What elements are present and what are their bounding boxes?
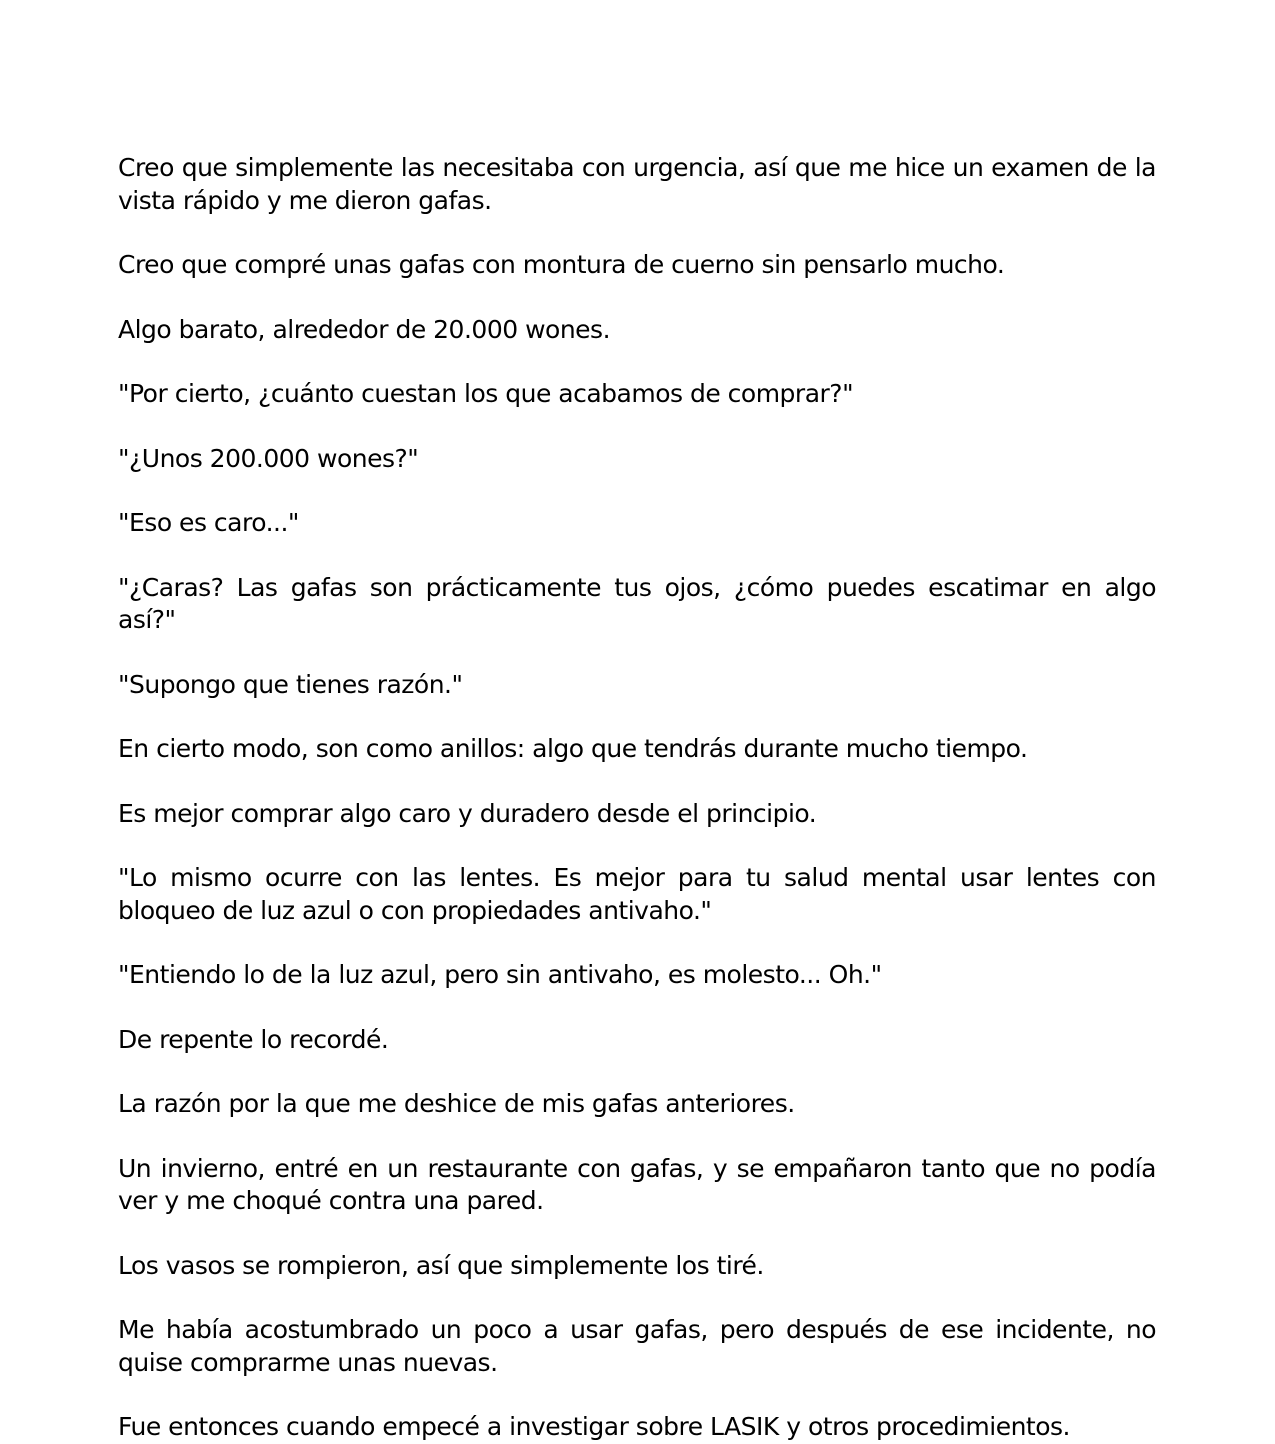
paragraph-9: En cierto modo, son como anillos: algo que tendrás durante mucho tiempo. (118, 734, 1028, 763)
paragraph-14: La razón por la que me deshice de mis gafas anteriores. (118, 1089, 795, 1118)
paragraph-8: "Supongo que tienes razón." (118, 669, 463, 699)
paragraph-2: Creo que compré unas gafas con montura de cuerno sin pensarlo mucho. (118, 250, 1005, 279)
document-page (118, 152, 1156, 1444)
paragraph-16: Los vasos se rompieron, así que simplemente los tiré. (118, 1250, 764, 1280)
paragraph-5: "¿Unos 200.000 wones?" (118, 443, 419, 473)
paragraph-4: "Por cierto, ¿cuánto cuestan los que acabamos de comprar?" (118, 379, 854, 408)
paragraph-13: De repente lo recordé. (118, 1024, 389, 1054)
paragraph-1: Creo que simplemente las necesitaba con urgencia, así que me hice un examen de la vista rápido y me dieron gafas. (118, 153, 1156, 215)
paragraph-11: "Lo mismo ocurre con las lentes. Es mejor para tu salud mental usar lentes con bloqueo de luz azul o con propiedades antivaho." (118, 863, 1156, 925)
paragraph-12: "Entiendo lo de la luz azul, pero sin antivaho, es molesto... Oh." (118, 960, 882, 989)
paragraph-6: "Eso es caro..." (118, 508, 299, 537)
paragraph-18: Fue entonces cuando empecé a investigar sobre LASIK y otros procedimientos. (118, 1412, 1070, 1441)
paragraph-7: "¿Caras? Las gafas son prácticamente tus ojos, ¿cómo puedes escatimar en algo así?" (118, 572, 1156, 634)
paragraph-10: Es mejor comprar algo caro y duradero desde el principio. (118, 798, 817, 828)
paragraph-15: Un invierno, entré en un restaurante con gafas, y se empañaron tanto que no podía ver y me choqué contra una pared. (118, 1153, 1156, 1215)
paragraph-3: Algo barato, alrededor de 20.000 wones. (118, 314, 611, 344)
paragraph-17: Me había acostumbrado un poco a usar gafas, pero después de ese incidente, no quise comprarme unas nuevas. (118, 1315, 1156, 1377)
